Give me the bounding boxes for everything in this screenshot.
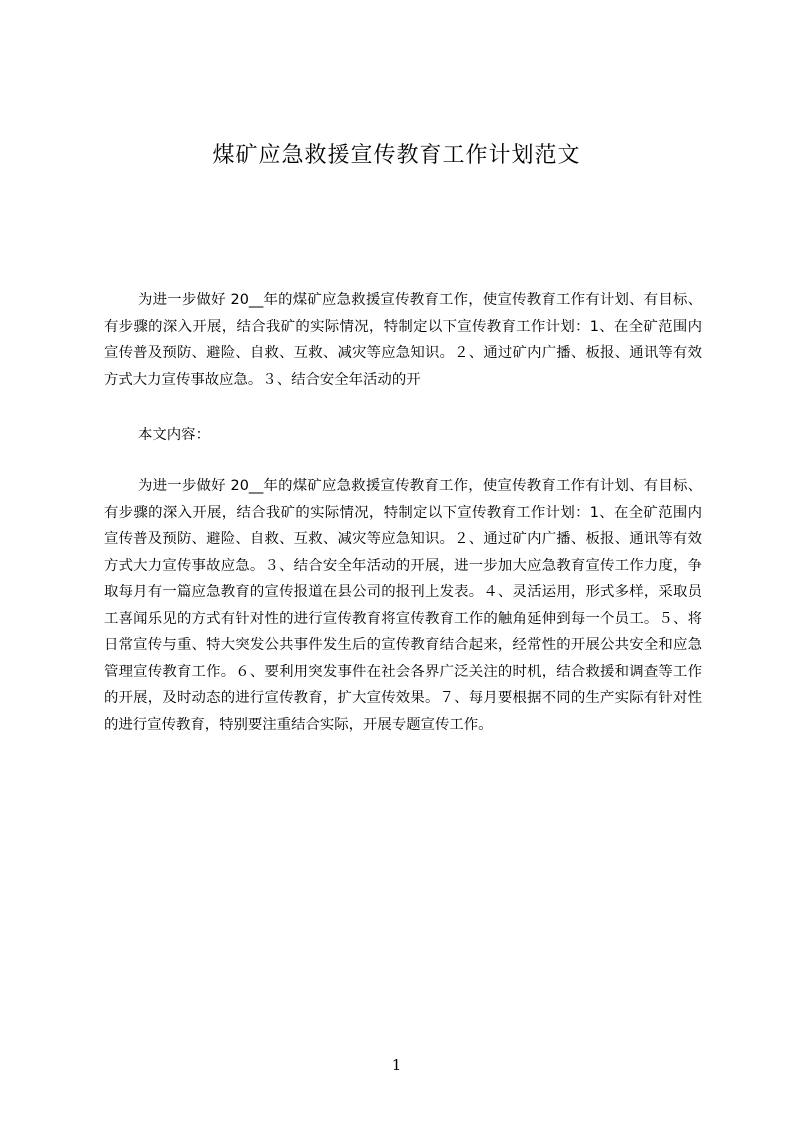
body-paragraph: 为进一步做好 20__年的煤矿应急救援宣传教育工作，使宣传教育工作有计划、有目标、有步骤的深入开展，结合我矿的实际情况，特制定以下宣传教育工作计划：1、在全矿范围内宣传普及预防、避险、自救、互救、减灾等应急知识。２、通过矿内广播、板报、通讯等有效方式大力宣传事故应急。３、结合安全年活动的开展，进一步加大应急教育宣传工作力度，争取每月有一篇应急教育的宣传报道在县公司的报刊上发表。４、灵活运用，形式多样，采取员工喜闻乐见的方式有针对性的进行宣传教育将宣传教育工作的触角延伸到每一个员工。５、将日常宣传与重、特大突发公共事件发生后的宣传教育结合起来，经常性的开展公共安全和应急管理宣传教育工作。６、要利用突发事件在社会各界广泛关注的时机，结合救援和调查等工作的开展，及时动态的进行宣传教育，扩大宣传效果。７、每月要根据不同的生产实际有针对性的进行宣传教育，特别要注重结合实际，开展专题宣传工作。	[104, 478, 702, 733]
document-title: 煤矿应急救援宣传教育工作计划范文	[212, 143, 581, 168]
page-number: 1	[391, 1056, 402, 1074]
summary-paragraph: 为进一步做好 20__年的煤矿应急救援宣传教育工作，使宣传教育工作有计划、有目标、有步骤的深入开展，结合我矿的实际情况，特制定以下宣传教育工作计划：1、在全矿范围内宣传普及预防、避险、自救、互救、减灾等应急知识。２、通过矿内广播、板报、通讯等有效方式大力宣传事故应急。３、结合安全年活动的开	[104, 292, 702, 388]
content-label: 本文内容：	[138, 427, 210, 443]
